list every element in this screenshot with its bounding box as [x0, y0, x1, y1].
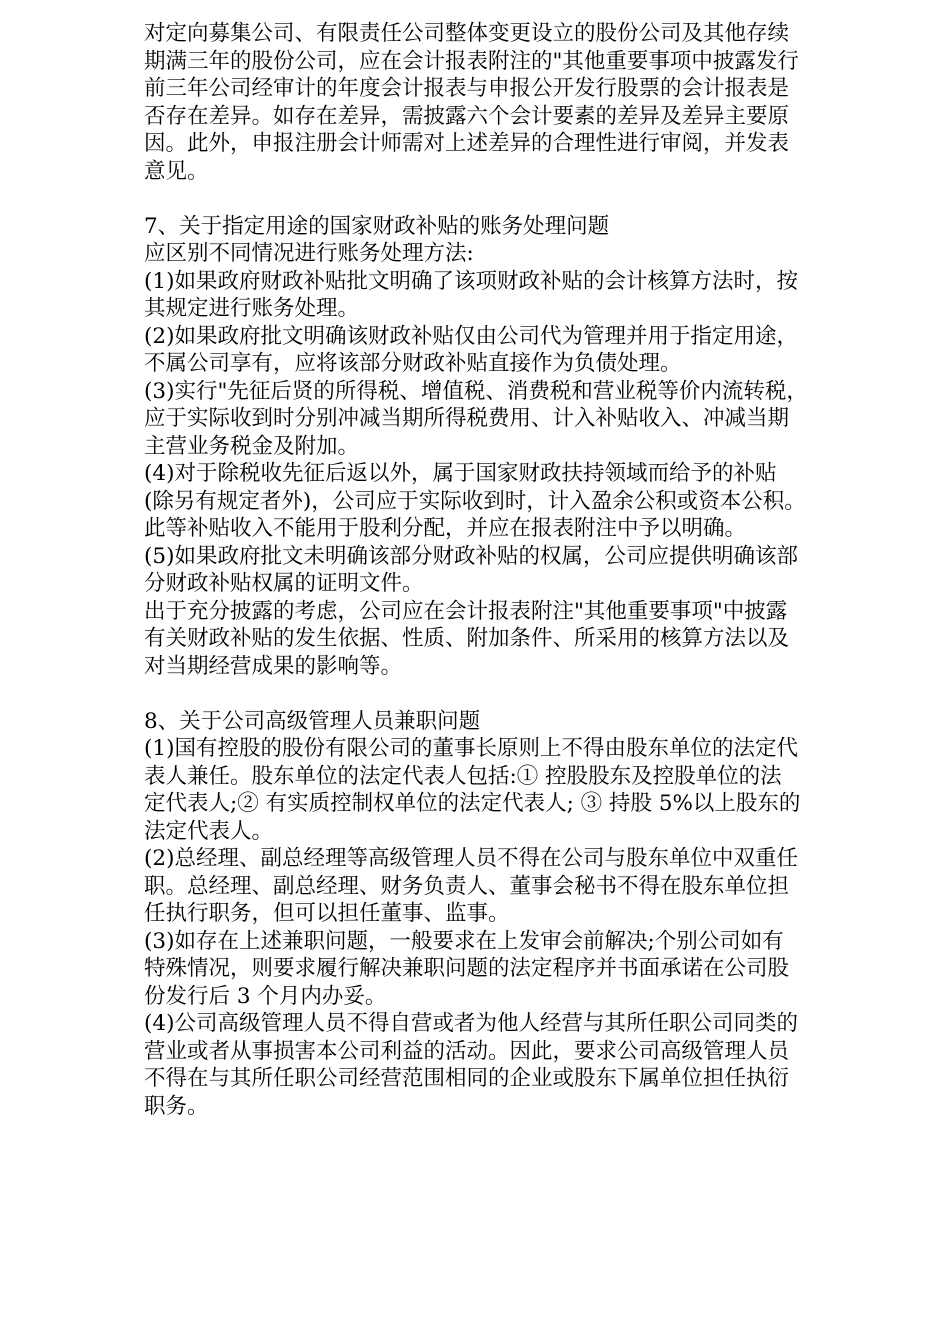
text-line: 前三年公司经审计的年度会计报表与申报公开发行股票的会计报表是 [144, 76, 790, 101]
text-line: 否存在差异。如存在差异，需披露六个会计要素的差异及差异主要原 [144, 103, 790, 129]
text-line: 法定代表人。 [144, 818, 274, 844]
text-line: 营业或者从事损害本公司利益的活动。因此，要求公司高级管理人员 [144, 1038, 790, 1064]
text-line: 职。总经理、副总经理、财务负责人、董事会秘书不得在股东单位担 [144, 873, 790, 899]
paragraph-gap [144, 680, 884, 708]
text-line: 主营业务税金及附加。 [144, 433, 360, 459]
text-line: 因。此外，申报注册会计师需对上述差异的合理性进行审阅，并发表 [144, 131, 790, 156]
list-item [144, 928, 884, 1011]
text-line: (4)公司高级管理人员不得自营或者为他人经营与其所任职公司同类的 [144, 1011, 798, 1036]
section-intro: 应区别不同情况进行账务处理方法: [144, 241, 474, 266]
text-line: 分财政补贴权属的证明文件。 [144, 571, 424, 596]
text-line: 特殊情况，则要求履行解决兼职问题的法定程序并书面承诺在公司股 [144, 956, 790, 981]
document-page [144, 20, 884, 1120]
text-line: 出于充分披露的考虑，公司应在会计报表附注"其他重要事项"中披露 [144, 598, 788, 624]
text-line: (1)国有控股的股份有限公司的董事长原则上不得由股东单位的法定代 [144, 736, 798, 761]
text-line: 份发行后 3 个月内办妥。 [144, 983, 387, 1009]
text-line: (2)总经理、副总经理等高级管理人员不得在公司与股东单位中双重任 [144, 846, 798, 871]
text-line: 任执行职务，但可以担任董事、监事。 [144, 901, 510, 926]
section-closing [144, 598, 884, 681]
text-line: 定代表人;② 有实质控制权单位的法定代表人; ③ 持股 5%以上股东的 [144, 791, 801, 816]
text-line: 有关财政补贴的发生依据、性质、附加条件、所采用的核算方法以及 [144, 626, 790, 651]
text-line: (4)对于除税收先征后返以外，属于国家财政扶持领域而给予的补贴 [144, 461, 777, 486]
list-item [144, 735, 884, 845]
section-8 [144, 708, 884, 1121]
text-line: (1)如果政府财政补贴批文明确了该项财政补贴的会计核算方法时，按 [144, 268, 798, 294]
list-item [144, 845, 884, 928]
text-line: 其规定进行账务处理。 [144, 296, 360, 321]
text-line: 意见。 [144, 158, 209, 184]
text-line: 对当期经营成果的影响等。 [144, 653, 403, 679]
text-line: (除另有规定者外)，公司应于实际收到时，计入盈余公积或资本公积。 [144, 488, 806, 514]
text-line: (3)实行"先征后贤的所得税、增值税、消费税和营业税等价内流转税， [144, 378, 808, 404]
text-line: (3)如存在上述兼职问题，一般要求在上发审会前解决;个别公司如有 [144, 928, 784, 954]
text-line: 表人兼任。股东单位的法定代表人包括:① 控股股东及控股单位的法 [144, 763, 782, 789]
text-line: 期满三年的股份公司，应在会计报表附注的"其他重要事项中披露发行 [144, 48, 799, 74]
list-item [144, 1010, 884, 1120]
text-line: 不得在与其所任职公司经营范围相同的企业或股东下属单位担任执衍 [144, 1066, 790, 1091]
text-line: (2)如果政府批文明确该财政补贴仅由公司代为管理并用于指定用途， [144, 323, 798, 349]
text-line: 对定向募集公司、有限责任公司整体变更设立的股份公司及其他存续 [144, 21, 790, 46]
list-item [144, 378, 884, 461]
text-line: 应于实际收到时分别冲减当期所得税费用、计入补贴收入、冲减当期 [144, 406, 790, 431]
intro-paragraph [144, 20, 884, 185]
text-line: 职务。 [144, 1093, 209, 1119]
list-item [144, 268, 884, 323]
section-heading: 7、关于指定用途的国家财政补贴的账务处理问题 [144, 213, 610, 239]
paragraph-gap [144, 185, 884, 213]
text-line: 不属公司享有，应将该部分财政补贴直接作为负债处理。 [144, 351, 682, 376]
list-item [144, 543, 884, 598]
list-item [144, 460, 884, 543]
section-7 [144, 213, 884, 681]
list-item [144, 323, 884, 378]
text-line: 此等补贴收入不能用于股利分配，并应在报表附注中予以明确。 [144, 516, 747, 541]
text-line: (5)如果政府批文未明确该部分财政补贴的权属，公司应提供明确该部 [144, 543, 798, 569]
section-heading: 8、关于公司高级管理人员兼职问题 [144, 708, 481, 734]
